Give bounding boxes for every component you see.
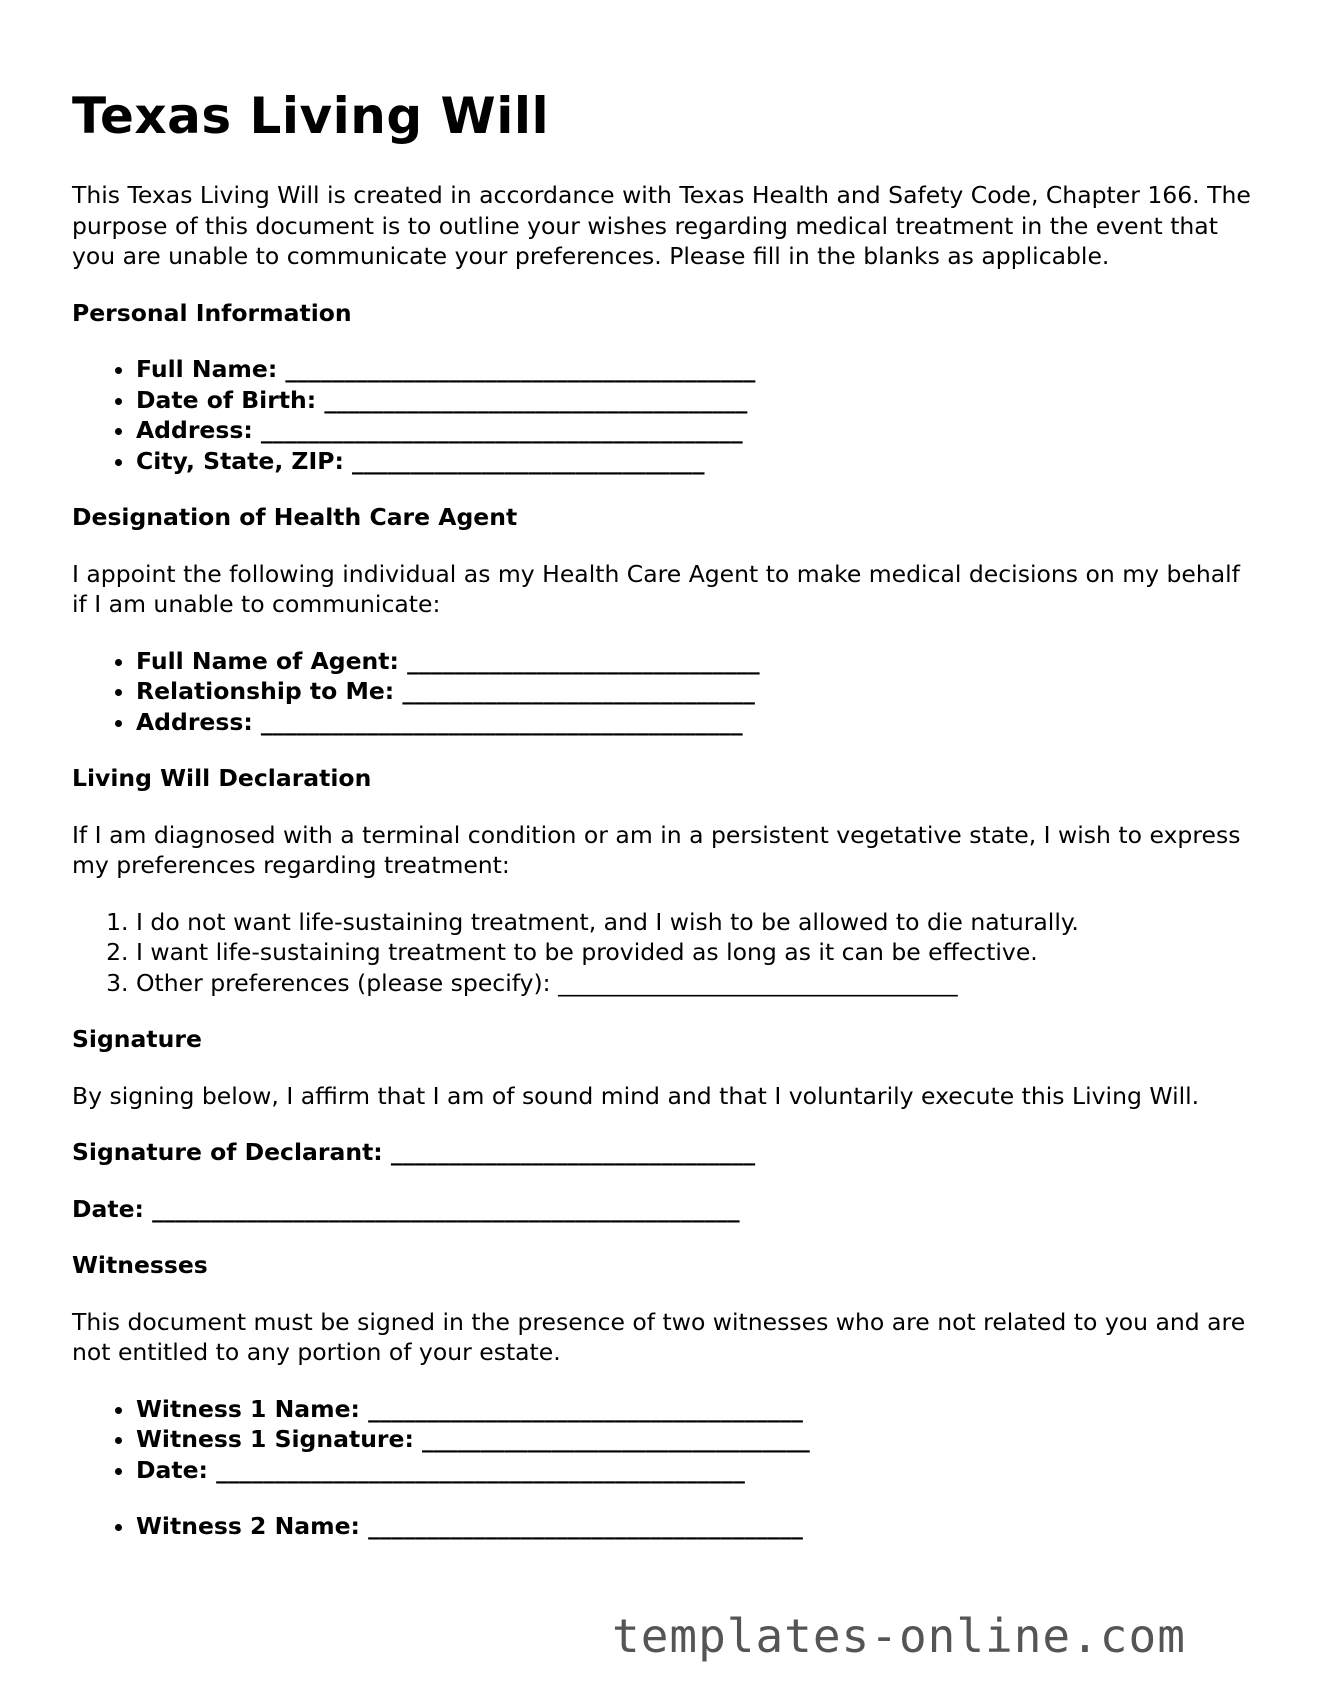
signature-heading: Signature (72, 1025, 202, 1053)
personal-info-list (72, 354, 1252, 476)
signature-date-field: Date: __________________________________________________ (72, 1194, 740, 1223)
witness-1-list (72, 1394, 1252, 1486)
witness-1-date-field: • Date: _____________________________________________ (136, 1455, 1252, 1486)
witnesses-heading: Witnesses (72, 1251, 208, 1279)
address-field: • Address: _________________________________________ (136, 415, 1252, 446)
personal-info-heading: Personal Information (72, 298, 352, 327)
city-state-zip-field: • City, State, ZIP: ______________________________ (136, 446, 1252, 477)
agent-list (72, 646, 1252, 738)
watermark: templates-online.com (612, 1609, 1186, 1663)
agent-name-field: • Full Name of Agent: ______________________________ (136, 646, 1252, 677)
declaration-options-list (72, 907, 1252, 999)
witness-1-signature-field: • Witness 1 Signature: _________________________________ (136, 1424, 1252, 1455)
witness-2-list (72, 1511, 1252, 1542)
intro-paragraph: This Texas Living Will is created in accordance with Texas Health and Safety Code, Chapter 166. The purpose of this document is to outline your wishes regarding medical treatment in the event that you are unable to communicate your preferences. Please fill in the blanks as applicable. (72, 181, 1251, 270)
date-of-birth-field: • Date of Birth: ____________________________________ (136, 385, 1252, 416)
declaration-option: 1. I do not want life-sustaining treatment, and I wish to be allowed to die naturally. (136, 907, 1252, 938)
witness-1-name-field: • Witness 1 Name: _____________________________________ (136, 1394, 1252, 1425)
full-name-field: • Full Name: ________________________________________ (136, 354, 1252, 385)
declaration-heading: Living Will Declaration (72, 764, 372, 792)
witnesses-paragraph: This document must be signed in the presence of two witnesses who are not related to you and are not entitled to any portion of your estate. (72, 1307, 1246, 1366)
signature-paragraph: By signing below, I affirm that I am of sound mind and that I voluntarily execute this Living Will. (72, 1081, 1200, 1110)
document-page (72, 84, 1252, 1568)
declaration-option: 3. Other preferences (please specify): __________________________________ (136, 968, 1252, 999)
declaration-option: 2. I want life-sustaining treatment to be provided as long as it can be effective. (136, 937, 1252, 968)
declaration-paragraph: If I am diagnosed with a terminal condition or am in a persistent vegetative state, I wish to express my preferences regarding treatment: (72, 820, 1241, 879)
page-title: Texas Living Will (72, 87, 550, 145)
declarant-signature-field: Signature of Declarant: _______________________________ (72, 1138, 756, 1166)
agent-relationship-field: • Relationship to Me: ______________________________ (136, 676, 1252, 707)
agent-paragraph: I appoint the following individual as my Health Care Agent to make medical decisions on my behalf if I am unable to communicate: (72, 559, 1240, 618)
agent-address-field: • Address: _________________________________________ (136, 707, 1252, 738)
agent-heading: Designation of Health Care Agent (72, 503, 518, 531)
witness-2-name-field: • Witness 2 Name: _____________________________________ (136, 1511, 1252, 1542)
